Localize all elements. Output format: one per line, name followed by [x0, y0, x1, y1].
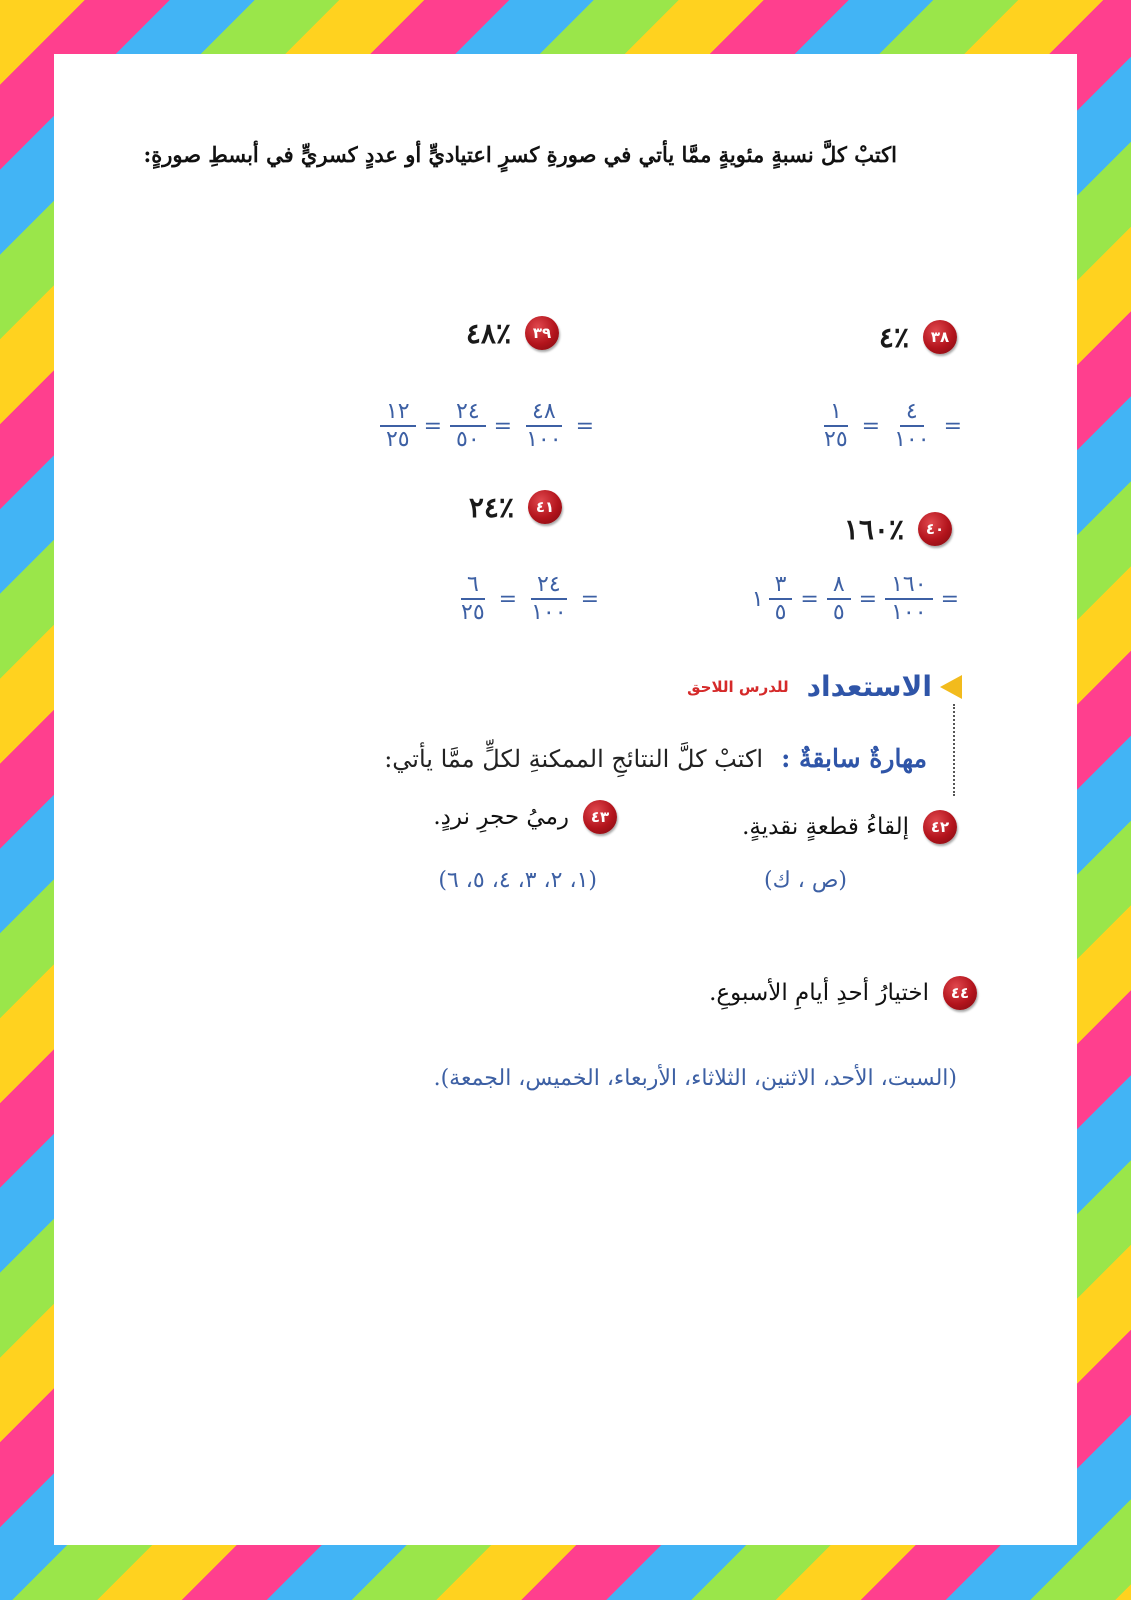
numerator: ٨: [827, 572, 851, 600]
fraction: [818, 399, 854, 453]
numerator: ١٦٠: [885, 572, 932, 600]
fraction: [885, 572, 932, 626]
numerator: ٢٤: [531, 572, 567, 600]
equals-sign: =: [943, 413, 962, 439]
equals-sign: =: [858, 586, 878, 612]
fraction: [827, 572, 851, 626]
equals-sign: =: [498, 586, 518, 612]
equals-sign: =: [493, 413, 513, 439]
percent-value: ٪٢٤: [468, 490, 514, 524]
numerator: ١٢: [380, 399, 416, 427]
solution-38: [813, 399, 965, 453]
worksheet-page: [54, 54, 1077, 1545]
numerator: ٤٨: [526, 399, 562, 427]
percent-value: ٪٤٨: [465, 316, 511, 350]
item-text: رميُ حجرِ نردٍ.: [433, 804, 569, 830]
denominator: ١٠٠: [531, 600, 567, 625]
problem-41: [469, 490, 562, 524]
problem-number-badge: ٤٣: [583, 800, 617, 834]
problem-39: [466, 316, 559, 350]
denominator: ٢٥: [385, 427, 410, 452]
denominator: ٥: [774, 600, 787, 625]
problem-number-badge: ٤٢: [923, 810, 957, 844]
numerator: ١: [824, 399, 848, 427]
numerator: ٢٤: [450, 399, 486, 427]
skill-label: مهارةٌ سابقةٌ :: [781, 744, 927, 773]
fraction: [380, 399, 416, 453]
item-text: إلقاءُ قطعةٍ نقديةٍ.: [742, 814, 909, 840]
problem-40: [844, 512, 952, 546]
fraction: [769, 572, 793, 626]
dotted-divider: [953, 704, 955, 796]
equals-sign: =: [800, 586, 819, 612]
denominator: ٥: [832, 600, 845, 625]
skill-line: [384, 744, 927, 773]
triangle-marker-icon: [940, 675, 962, 699]
denominator: ١٠٠: [894, 427, 930, 452]
denominator: ٢٥: [824, 427, 848, 452]
denominator: ٢٥: [461, 600, 485, 625]
item-text: اختيارُ أحدِ أيامِ الأسبوعِ.: [709, 980, 929, 1006]
problem-38: [879, 320, 957, 354]
item-44: [709, 976, 977, 1010]
solution-39: [375, 399, 597, 453]
equals-sign: =: [423, 413, 443, 439]
problem-number-badge: ٤٤: [943, 976, 977, 1010]
item-42-answer: (ص ، ك): [764, 868, 847, 893]
skill-instructions: اكتبْ كلَّ النتائجِ الممكنةِ لكلٍّ ممَّا يأتي:: [384, 744, 764, 773]
fraction: [888, 399, 935, 453]
problem-number-badge: ٤٠: [918, 512, 952, 546]
equals-sign: =: [575, 413, 594, 439]
percent-value: ٪١٦٠: [843, 512, 904, 546]
problem-number-badge: ٤١: [528, 490, 562, 524]
preparation-title: الاستعداد: [806, 670, 932, 703]
solution-40: [744, 572, 962, 626]
problem-number-badge: ٣٩: [525, 316, 559, 350]
instructions: اكتبْ كلَّ نسبةٍ مئويةٍ ممَّا يأتي في صورةِ كسرٍ اعتياديٍّ أو عددٍ كسريٍّ في أبسطِ صورةٍ:: [143, 142, 897, 167]
whole-number: ١: [751, 586, 764, 612]
equals-sign: =: [940, 586, 959, 612]
preparation-subtitle: للدرس اللاحق: [687, 677, 789, 696]
item-42: [742, 810, 957, 844]
solution-41: [450, 572, 602, 626]
numerator: ٦: [461, 572, 485, 600]
denominator: ٥٠: [456, 427, 480, 452]
fraction: [520, 399, 567, 453]
item-43-answer: (١، ٢، ٣، ٤، ٥، ٦): [438, 868, 597, 893]
item-43: [433, 800, 617, 834]
denominator: ١٠٠: [891, 600, 927, 625]
equals-sign: =: [861, 413, 881, 439]
preparation-header: [687, 670, 962, 703]
numerator: ٤: [900, 399, 924, 427]
numerator: ٣: [769, 572, 793, 600]
denominator: ١٠٠: [526, 427, 562, 452]
fraction: [525, 572, 572, 626]
item-44-answer: (السبت، الأحد، الاثنين، الثلاثاء، الأربعاء، الخميس، الجمعة).: [433, 1066, 957, 1091]
fraction: [450, 399, 486, 453]
fraction: [455, 572, 491, 626]
problem-number-badge: ٣٨: [923, 320, 957, 354]
percent-value: ٪٤: [878, 320, 909, 354]
equals-sign: =: [580, 586, 599, 612]
